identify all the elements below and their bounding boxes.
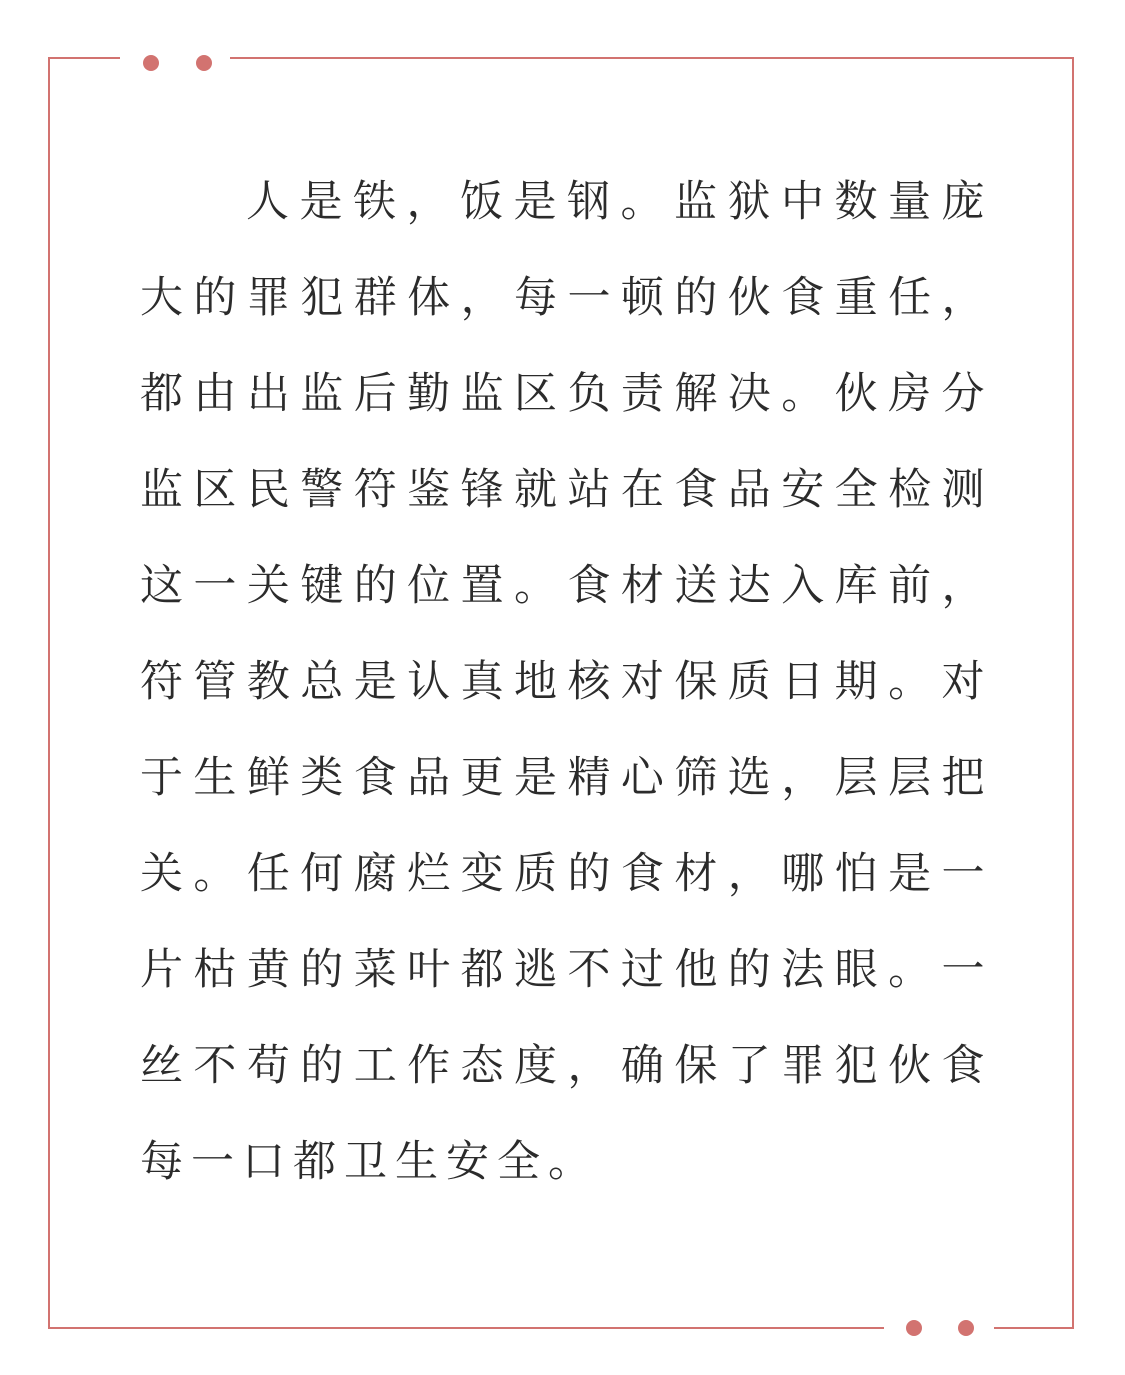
paragraph-line: 大的罪犯群体，每一顿的伙食重任，: [140, 273, 985, 323]
decorative-dot-icon: [906, 1320, 922, 1336]
paragraph-line: 监区民警符鉴锋就站在食品安全检测: [140, 465, 985, 515]
paragraph-line: 片枯黄的菜叶都逃不过他的法眼。一: [140, 945, 985, 995]
paragraph-line: 这一关键的位置。食材送达入库前，: [140, 561, 985, 611]
paragraph-line: 丝不苟的工作态度，确保了罪犯伙食: [140, 1041, 985, 1091]
paragraph-line: 都由出监后勤监区负责解决。伙房分: [140, 369, 985, 419]
paragraph-line: 于生鲜类食品更是精心筛选，层层把: [140, 753, 985, 803]
frame-gap-bottom: [884, 1322, 994, 1334]
decorative-dot-icon: [958, 1320, 974, 1336]
paragraph-line: 符管教总是认真地核对保质日期。对: [140, 657, 985, 707]
frame-gap-top: [120, 51, 230, 63]
paragraph-line: 人是铁，饭是钢。监狱中数量庞: [246, 177, 985, 227]
decorative-dot-icon: [196, 55, 212, 71]
paragraph-line: 关。任何腐烂变质的食材，哪怕是一: [140, 849, 985, 899]
decorative-dot-icon: [143, 55, 159, 71]
article-paragraph: [140, 154, 985, 1210]
paragraph-line: 每一口都卫生安全。: [140, 1137, 599, 1187]
